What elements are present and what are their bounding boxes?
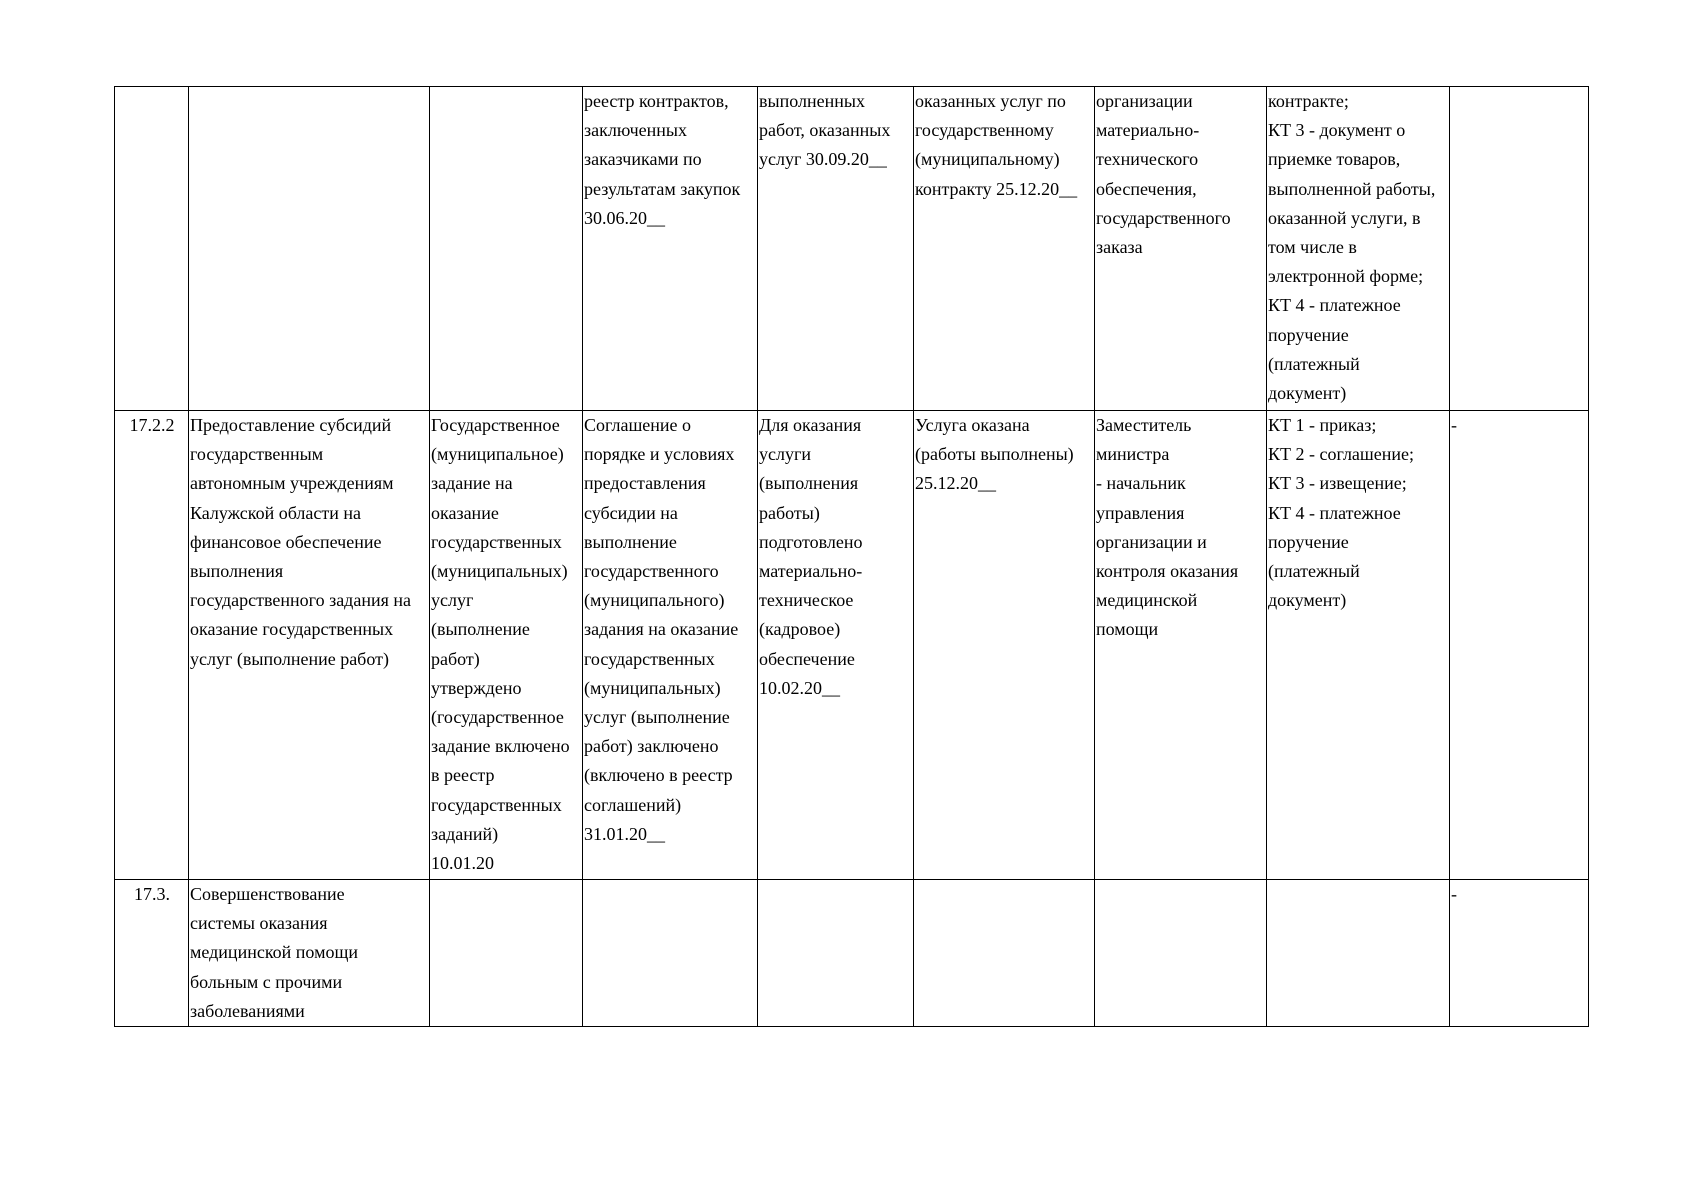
result-cell: Государственное (муниципальное) задание на оказание государственных (муниципальных) услуг (выполнение работ) утверждено (государственное задание включено в реестр государственных заданий) 10.01.20	[430, 411, 583, 880]
activity-name-cell: Совершенствование системы оказания медицинской помощи больным с прочими заболеваниями	[189, 880, 430, 1027]
row-number-cell: 17.2.2	[115, 411, 189, 880]
event-cell: Соглашение о порядке и условиях предоставления субсидии на выполнение государственного (муниципального) задания на оказание государственных (муниципальных) услуг (выполнение работ) заключено (включено в реестр соглашений) 31.01.20__	[583, 411, 758, 880]
completion-cell: Услуга оказана (работы выполнены) 25.12.20__	[914, 411, 1095, 880]
table-row	[115, 880, 1589, 1027]
responsible-cell: организации материально- технического обеспечения, государственного заказа	[1095, 87, 1267, 411]
row-number-cell: 17.3.	[115, 880, 189, 1027]
table-row	[115, 87, 1589, 411]
documents-cell: контракте; КТ 3 - документ о приемке товаров, выполненной работы, оказанной услуги, в том числе в электронной форме; КТ 4 - платежное поручение (платежный документ)	[1267, 87, 1450, 411]
result-cell	[430, 87, 583, 411]
completion-cell: оказанных услуг по государственному (муниципальному) контракту 25.12.20__	[914, 87, 1095, 411]
note-cell: -	[1450, 880, 1589, 1027]
responsible-cell: Заместитель министра - начальник управления организации и контроля оказания медицинской помощи	[1095, 411, 1267, 880]
documents-cell: КТ 1 - приказ; КТ 2 - соглашение; КТ 3 - извещение; КТ 4 - платежное поручение (платежный документ)	[1267, 411, 1450, 880]
table-row	[115, 411, 1589, 880]
note-cell	[1450, 87, 1589, 411]
responsible-cell	[1095, 880, 1267, 1027]
preparation-cell	[758, 880, 914, 1027]
activity-name-cell	[189, 87, 430, 411]
result-cell	[430, 880, 583, 1027]
completion-cell	[914, 880, 1095, 1027]
row-number-cell	[115, 87, 189, 411]
preparation-cell: Для оказания услуги (выполнения работы) подготовлено материально- техническое (кадровое) обеспечение 10.02.20__	[758, 411, 914, 880]
preparation-cell: выполненных работ, оказанных услуг 30.09.20__	[758, 87, 914, 411]
event-cell	[583, 880, 758, 1027]
note-cell: -	[1450, 411, 1589, 880]
documents-cell	[1267, 880, 1450, 1027]
activity-name-cell: Предоставление субсидий государственным автономным учреждениям Калужской области на финансовое обеспечение выполнения государственного задания на оказание государственных услуг (выполнение работ)	[189, 411, 430, 880]
event-cell: реестр контрактов, заключенных заказчиками по результатам закупок 30.06.20__	[583, 87, 758, 411]
plan-table	[114, 86, 1589, 1027]
